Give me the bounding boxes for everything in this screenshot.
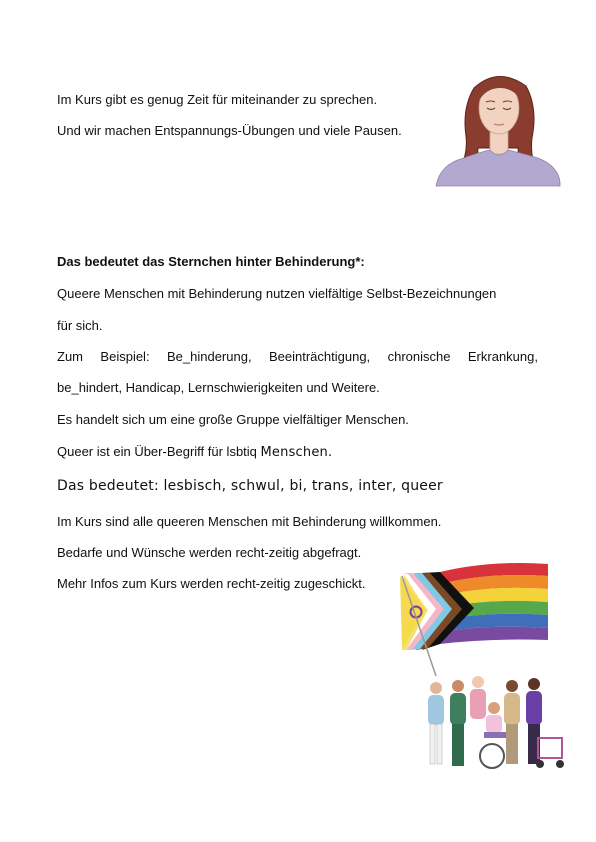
paragraph-line-2: für sich. xyxy=(57,318,103,333)
paragraph-line-1: Queere Menschen mit Behinderung nutzen vielfältige Selbst-Bezeichnungen xyxy=(57,286,497,301)
intro-line-1: Im Kurs gibt es genug Zeit für miteinander zu sprechen. xyxy=(57,92,378,107)
example-word: chronische xyxy=(387,349,451,364)
example-word: Erkrankung, xyxy=(467,349,538,364)
example-word: Beispiel: xyxy=(100,349,150,364)
paragraph-line-10: Mehr Infos zum Kurs werden recht-zeitig zugeschickt. xyxy=(57,576,366,591)
queer-definition: Queer ist ein Über-Begriff für lsbtiq xyxy=(57,444,261,459)
paragraph-line-6 xyxy=(57,444,332,461)
paragraph-line-7: Das bedeutet: lesbisch, schwul, bi, trans, inter, queer xyxy=(57,478,443,494)
pride-flag-group-illustration xyxy=(400,558,578,794)
woman-relaxing-illustration xyxy=(434,68,562,190)
section-heading: Das bedeutet das Sternchen hinter Behinderung*: xyxy=(57,254,365,269)
intro-line-2: Und wir machen Entspannungs-Übungen und viele Pausen. xyxy=(57,123,402,138)
group-of-people xyxy=(428,676,564,768)
queer-definition-end: Menschen. xyxy=(260,445,333,460)
example-word: Beeinträchtigung, xyxy=(268,349,371,364)
paragraph-line-9: Bedarfe und Wünsche werden recht-zeitig abgefragt. xyxy=(57,545,362,560)
paragraph-line-5: Es handelt sich um eine große Gruppe vielfältiger Menschen. xyxy=(57,412,409,427)
example-word: Zum xyxy=(57,349,83,364)
paragraph-line-8: Im Kurs sind alle queeren Menschen mit Behinderung willkommen. xyxy=(57,514,442,529)
paragraph-line-4: be_hindert, Handicap, Lernschwierigkeiten und Weitere. xyxy=(57,380,380,395)
example-word: Be_hinderung, xyxy=(166,349,252,364)
example-line xyxy=(57,349,538,365)
